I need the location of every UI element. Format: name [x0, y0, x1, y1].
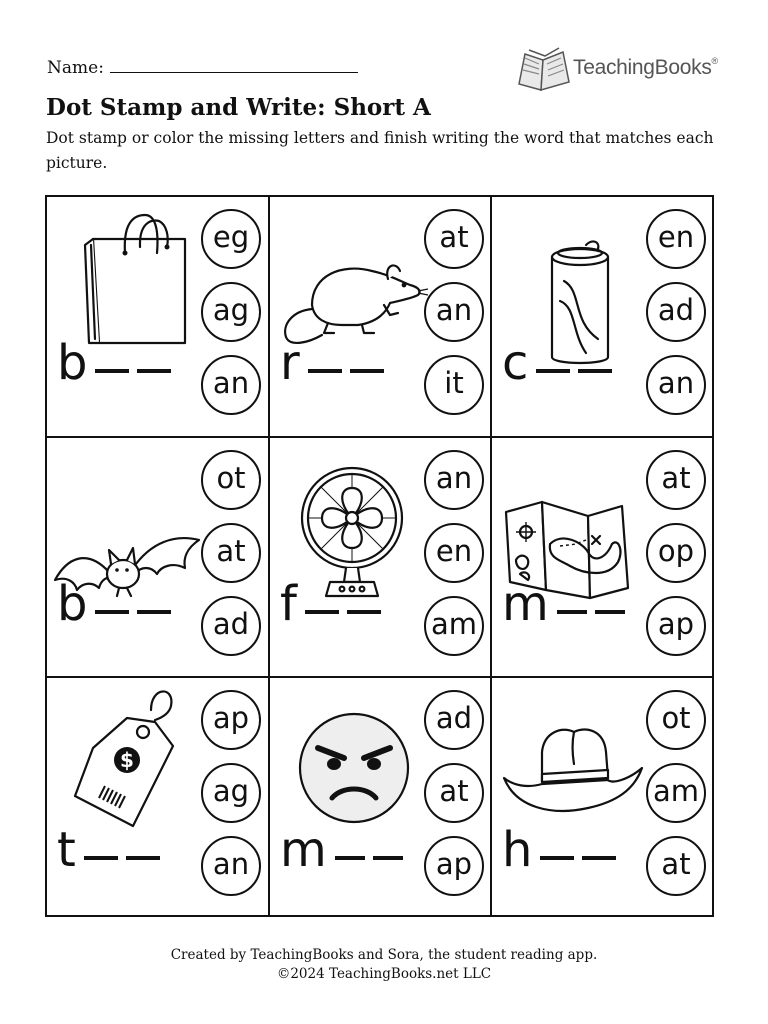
footer-credit: Created by TeachingBooks and Sora, the student reading app.: [170, 947, 598, 963]
starting-letter: h: [502, 822, 533, 878]
word-prompt: [280, 335, 384, 391]
ending-option-circle[interactable]: op: [646, 523, 706, 583]
letter-blank[interactable]: [95, 610, 129, 614]
worksheet-instructions: Dot stamp or color the missing letters and finish writing the word that matches each picture.: [46, 129, 714, 172]
ending-option-circle[interactable]: ot: [201, 450, 261, 510]
ending-option-circle[interactable]: it: [424, 355, 484, 415]
word-prompt: [280, 822, 403, 878]
ending-option-circle[interactable]: ap: [424, 836, 484, 896]
ending-option-circle[interactable]: an: [646, 355, 706, 415]
letter-blank[interactable]: [95, 369, 129, 373]
ending-option-circle[interactable]: at: [424, 209, 484, 269]
ending-option-circle[interactable]: ad: [201, 596, 261, 656]
letter-blank[interactable]: [540, 856, 574, 860]
starting-letter: c: [502, 335, 529, 391]
ending-option-circle[interactable]: ad: [424, 690, 484, 750]
ending-option-circle[interactable]: at: [424, 763, 484, 823]
name-label: Name:: [47, 58, 104, 78]
letter-blank[interactable]: [308, 369, 342, 373]
worksheet-title: Dot Stamp and Write: Short A: [46, 94, 431, 121]
letter-blank[interactable]: [347, 610, 381, 614]
ending-option-circle[interactable]: ap: [201, 690, 261, 750]
letter-blank[interactable]: [578, 369, 612, 373]
ending-option-circle[interactable]: an: [424, 282, 484, 342]
ending-option-circle[interactable]: eg: [201, 209, 261, 269]
ending-option-circle[interactable]: ag: [201, 282, 261, 342]
letter-blank[interactable]: [536, 369, 570, 373]
word-prompt: [280, 576, 381, 632]
letter-blank[interactable]: [305, 610, 339, 614]
word-cell-cowboy-hat: [492, 678, 714, 918]
worksheet-grid: [45, 195, 714, 917]
open-book-icon: [515, 44, 573, 94]
ending-option-circle[interactable]: en: [646, 209, 706, 269]
starting-letter: m: [280, 822, 327, 878]
starting-letter: r: [280, 335, 300, 391]
word-cell-treasure-map: [492, 438, 714, 678]
ending-option-circle[interactable]: ot: [646, 690, 706, 750]
footer-copyright: ©2024 TeachingBooks.net LLC: [276, 966, 492, 982]
word-prompt: [57, 335, 171, 391]
ending-option-circle[interactable]: ad: [646, 282, 706, 342]
ending-option-circle[interactable]: ag: [201, 763, 261, 823]
letter-blank[interactable]: [350, 369, 384, 373]
name-underline[interactable]: [110, 58, 358, 73]
cowboy-hat-icon: [492, 708, 652, 832]
letter-blank[interactable]: [557, 610, 587, 614]
word-prompt: [502, 822, 616, 878]
ending-option-circle[interactable]: at: [646, 836, 706, 896]
letter-blank[interactable]: [335, 856, 365, 860]
letter-blank[interactable]: [373, 856, 403, 860]
word-cell-shopping-bag: [47, 197, 269, 437]
angry-face-icon: [280, 708, 420, 832]
letter-blank[interactable]: [137, 610, 171, 614]
letter-blank[interactable]: [137, 369, 171, 373]
word-cell-bat: [47, 438, 269, 678]
starting-letter: m: [502, 576, 549, 632]
ending-option-circle[interactable]: at: [201, 523, 261, 583]
word-cell-price-tag: [47, 678, 269, 918]
teachingbooks-logo: [515, 44, 720, 94]
word-prompt: [502, 576, 625, 632]
price-tag-icon: [51, 680, 191, 834]
starting-letter: b: [57, 335, 88, 391]
starting-letter: b: [57, 576, 88, 632]
word-prompt: [502, 335, 612, 391]
logo-text: TeachingBooks: [573, 56, 712, 79]
ending-option-circle[interactable]: am: [646, 763, 706, 823]
ending-option-circle[interactable]: en: [424, 523, 484, 583]
letter-blank[interactable]: [582, 856, 616, 860]
ending-option-circle[interactable]: an: [201, 836, 261, 896]
word-prompt: [57, 576, 171, 632]
shopping-bag-icon: [55, 201, 195, 355]
svg-text:$: $: [120, 748, 134, 772]
ending-option-circle[interactable]: am: [424, 596, 484, 656]
name-field[interactable]: [47, 58, 358, 78]
starting-letter: f: [280, 576, 297, 632]
letter-blank[interactable]: [595, 610, 625, 614]
word-cell-rat: [270, 197, 492, 437]
word-cell-soda-can: [492, 197, 714, 437]
registered-mark: ®: [711, 56, 718, 66]
ending-option-circle[interactable]: an: [201, 355, 261, 415]
letter-blank[interactable]: [126, 856, 160, 860]
word-cell-electric-fan: [270, 438, 492, 678]
ending-option-circle[interactable]: ap: [646, 596, 706, 656]
starting-letter: t: [57, 822, 76, 878]
word-prompt: [57, 822, 160, 878]
letter-blank[interactable]: [84, 856, 118, 860]
ending-option-circle[interactable]: at: [646, 450, 706, 510]
word-cell-angry-face: [270, 678, 492, 918]
ending-option-circle[interactable]: an: [424, 450, 484, 510]
